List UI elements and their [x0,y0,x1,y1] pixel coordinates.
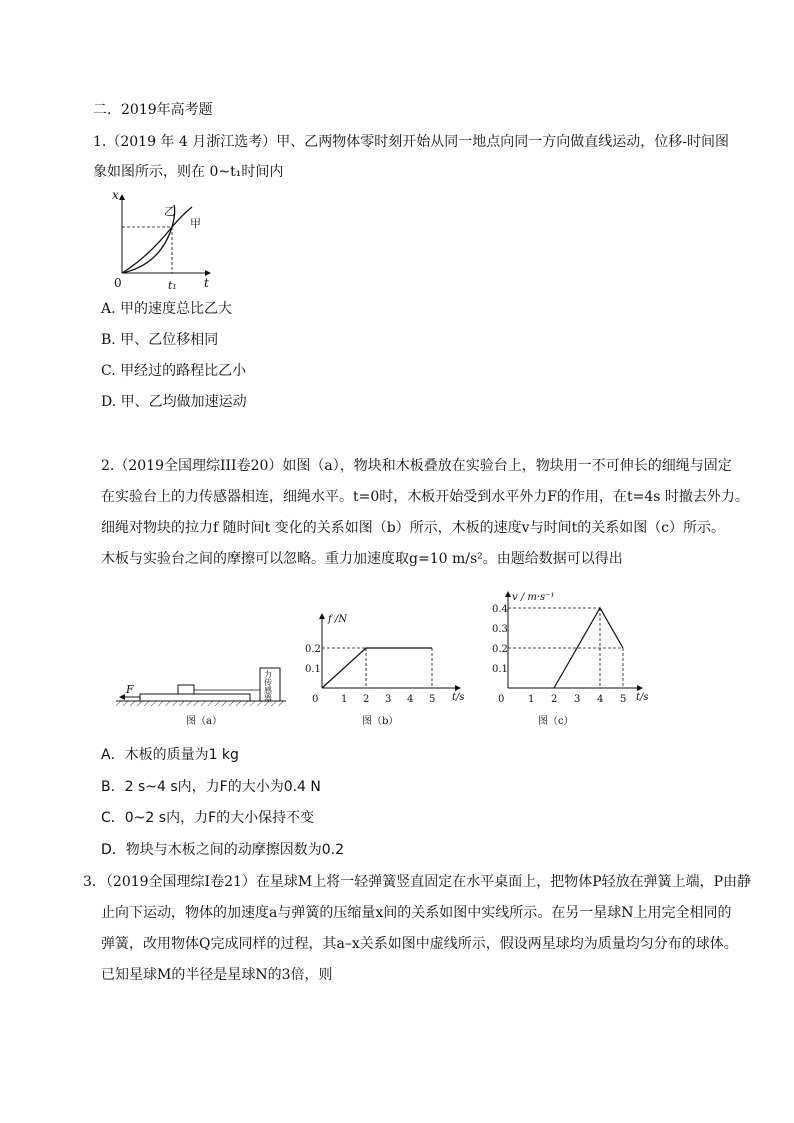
fc-x-tick-3: 3 [574,694,581,705]
fc-y-tick-0.1: 0.1 [492,664,508,675]
q2-stem-line-3: 细绳对物块的拉力f 随时间t 变化的关系如图（b）所示，木板的速度v与时间t的关系如图（c）所示。 [101,520,726,536]
q2-figure-a [112,660,302,730]
q1-t-axis-label: t [204,276,209,290]
q2-block [178,685,194,694]
q2-stem-line-2: 在实验台上的力传感器相连，细绳水平。t=0时，木板开始受到水平外力F的作用，在t=4s 时撤去外力。 [101,489,749,505]
fb-x-tick-4: 4 [407,694,414,705]
q1-option-a: A. 甲的速度总比乙大 [101,301,233,317]
fb-y-tick-0.2: 0.2 [305,644,321,655]
fb-caption: 图（b） [362,716,399,727]
q1-option-c: C. 甲经过的路程比乙小 [101,363,247,379]
q1-curve-jia [122,207,192,273]
q2-sensor-char-3: 感 [264,686,272,695]
fb-x-tick-2: 2 [363,694,370,705]
q1-t1-label: t₁ [168,279,177,292]
q2-board [140,694,250,701]
fb-f-series [322,648,432,688]
q2-fig-a-caption: 图（a） [186,716,222,727]
fb-x-label: t/s [452,692,465,703]
fc-y-tick-0.3: 0.3 [492,624,508,635]
fc-y-label: v / m·s⁻¹ [512,592,555,603]
fc-caption: 图（c） [538,716,574,727]
fc-x-tick-5: 5 [620,694,627,705]
section-title: 二．2019年高考题 [93,102,213,118]
q2-figure-b [300,608,480,730]
fc-x-tick-1: 1 [528,694,535,705]
fc-x-tick-0: 0 [498,694,505,705]
q2-option-c: C．0~2 s内，力F的大小保持不变 [101,810,315,826]
q1-yi-label: 乙 [164,205,175,218]
q2-stem-line-4: 木板与实验台之间的摩擦可以忽略。重力加速度取g=10 m/s²。由题给数据可以得出 [101,551,623,567]
q1-jia-label: 甲 [190,217,201,230]
q1-x-axis-label: x [112,188,119,202]
fb-x-tick-5: 5 [429,694,436,705]
q1-xt-graph [100,185,230,295]
fb-y-label: f /N [328,614,347,625]
q2-option-a: A．木板的质量为1 kg [101,747,239,763]
q3-stem-line-4: 已知星球M的半径是星球N的3倍，则 [101,967,333,983]
fc-x-label: t/s [636,692,649,703]
q2-figure-c [492,588,670,730]
q2-stem-line-1: 2.（2019全国理综III卷20）如图（a），物块和木板叠放在实验台上，物块用一不可伸长的细绳与固定 [101,458,732,474]
q3-stem-line-2: 止向下运动，物体的加速度a与弹簧的压缩量x间的关系如图中实线所示。在另一星球N上用完全相同的 [101,905,732,921]
q2-table-surface [116,701,286,706]
q2-sensor-char-2: 传 [264,678,272,687]
q2-force-label: F [126,683,134,696]
fb-x-tick-3: 3 [385,694,392,705]
q2-option-d: D．物块与木板之间的动摩擦因数为0.2 [101,842,345,858]
fb-y-tick-0.1: 0.1 [305,664,321,675]
q3-stem-line-1: 3．（2019全国理综I卷21）在星球M上将一轻弹簧竖直固定在水平桌面上，把物体P轻放在弹簧上端，P由静 [83,874,752,890]
q3-stem-line-3: 弹簧，改用物体Q完成同样的过程，其a–x关系如图中虚线所示，假设两星球均为质量均匀分布的球体。 [101,936,738,952]
fc-y-tick-0.2: 0.2 [492,644,508,655]
fc-y-tick-0.4: 0.4 [492,604,508,615]
fb-x-tick-0: 0 [312,694,319,705]
fc-x-tick-4: 4 [597,694,604,705]
q2-sensor-char-1: 力 [264,670,272,679]
fc-x-tick-2: 2 [551,694,558,705]
q1-option-b: B. 甲、乙位移相同 [101,332,219,348]
q2-option-b: B．2 s~4 s内，力F的大小为0.4 N [101,779,321,795]
q1-stem-line-2: 象如图所示，则在 0~t₁时间内 [93,164,284,180]
fb-x-tick-1: 1 [341,694,348,705]
q1-stem-line-1: 1.（2019 年 4 月浙江选考）甲、乙两物体零时刻开始从同一地点向同一方向做直线运动，位移-时间图 [93,134,729,150]
q2-sensor-char-4: 器 [264,694,272,703]
q1-option-d: D. 甲、乙均做加速运动 [101,394,247,410]
q1-origin-label: 0 [114,276,122,290]
